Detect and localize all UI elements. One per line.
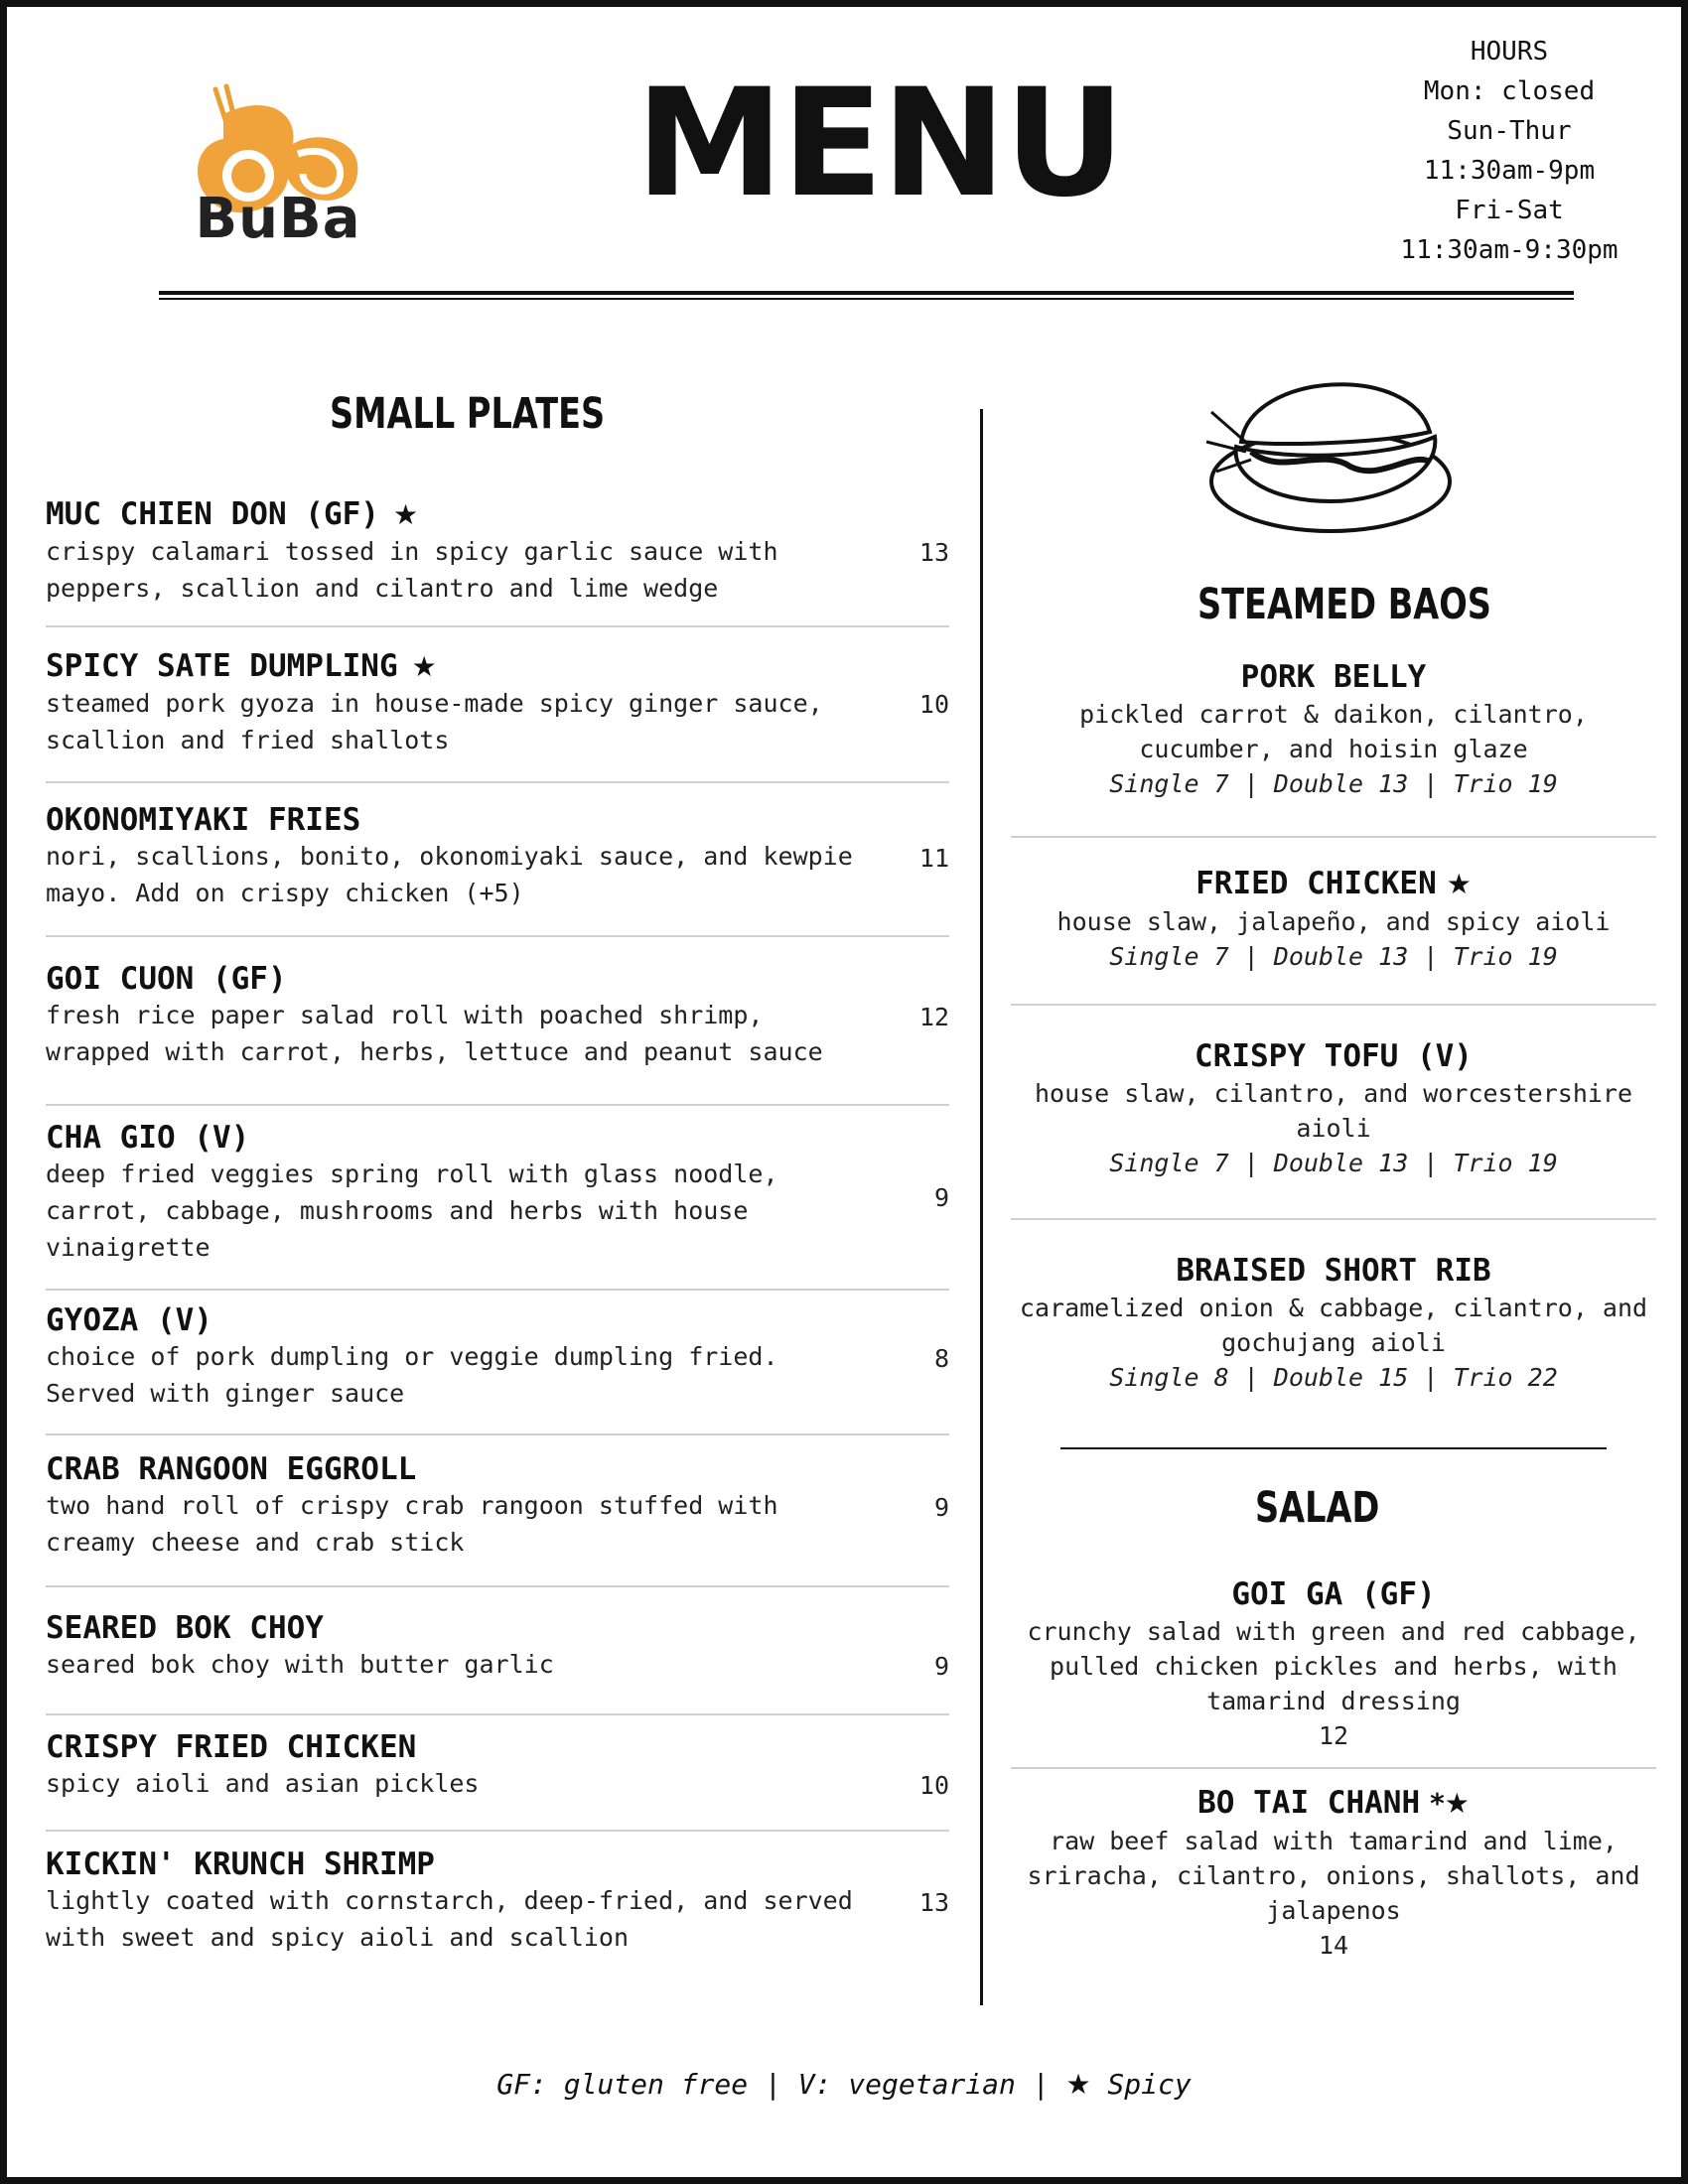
menu-item-name xyxy=(46,802,949,838)
menu-item-name-text: BRAISED SHORT RIB xyxy=(1176,1253,1491,1289)
menu-item-name-text: OKONOMIYAKI FRIES xyxy=(46,802,361,838)
hours-line: 11:30am-9pm xyxy=(1423,156,1596,186)
item-separator xyxy=(1011,1218,1656,1220)
menu-item-price: 11 xyxy=(918,844,949,873)
menu-item-description: house slaw, jalapeño, and spicy aioli xyxy=(1056,907,1611,936)
brand-name: BuBa xyxy=(195,187,361,251)
menu-item-price: 9 xyxy=(933,1183,949,1212)
small-plates-heading: SMALL PLATES xyxy=(330,389,606,439)
menu-item-price: 13 xyxy=(918,1888,949,1917)
spicy-star-icon: ★ xyxy=(411,650,437,683)
menu-item-name xyxy=(46,1729,949,1765)
menu-item xyxy=(46,1120,949,1266)
item-separator xyxy=(46,625,949,627)
menu-item-name xyxy=(46,1120,949,1156)
item-separator xyxy=(1011,1767,1656,1769)
menu-item xyxy=(46,1451,949,1561)
legend-spicy: Spicy xyxy=(1107,2068,1192,2101)
menu-item-name-text: CHA GIO (V) xyxy=(46,1120,250,1156)
page-title: MENU xyxy=(635,58,1124,230)
legend xyxy=(0,2068,1688,2101)
menu-item xyxy=(46,1846,949,1956)
menu-item-name-text: FRIED CHICKEN xyxy=(1196,866,1437,901)
menu-item-name-text: CRISPY TOFU (V) xyxy=(1195,1038,1473,1074)
menu-item xyxy=(46,1302,949,1412)
menu-item-name xyxy=(46,1610,949,1646)
salad-divider xyxy=(1060,1447,1607,1449)
bao-illustration-icon xyxy=(1192,352,1460,541)
item-separator xyxy=(46,1830,949,1832)
menu-item-description: seared bok choy with butter garlic xyxy=(46,1650,554,1679)
item-separator xyxy=(46,1433,949,1435)
menu-item xyxy=(1011,1574,1656,1753)
menu-item-description: house slaw, cilantro, and worcestershire aioli xyxy=(1034,1079,1633,1143)
menu-item-name xyxy=(1011,657,1656,697)
menu-item-name xyxy=(1011,1783,1656,1824)
menu-item-description: fresh rice paper salad roll with poached shrimp, wrapped with carrot, herbs, lettuce and peanut sauce xyxy=(46,1001,823,1066)
menu-item-name-text: KICKIN' KRUNCH SHRIMP xyxy=(46,1846,435,1882)
hours-line: Sun-Thur xyxy=(1447,116,1572,146)
menu-item-price: 10 xyxy=(918,690,949,719)
item-separator xyxy=(46,1585,949,1587)
header-divider xyxy=(159,291,1574,295)
hours-line: 11:30am-9:30pm xyxy=(1400,235,1618,265)
menu-item-description: lightly coated with cornstarch, deep-fried, and served with sweet and spicy aioli and scallion xyxy=(46,1886,853,1952)
menu-item xyxy=(46,1729,949,1802)
menu-item-name xyxy=(1011,1036,1656,1076)
hours-line: Mon: closed xyxy=(1423,76,1596,106)
menu-item-description: spicy aioli and asian pickles xyxy=(46,1769,480,1798)
menu-item xyxy=(1011,1251,1656,1395)
menu-item-price: Single 8 | Double 15 | Trio 22 xyxy=(1109,1363,1558,1392)
menu-item xyxy=(1011,1036,1656,1180)
legend-text: GF: gluten free | V: vegetarian | xyxy=(496,2068,1050,2101)
item-separator xyxy=(46,1713,949,1715)
menu-item-description: caramelized onion & cabbage, cilantro, and gochujang aioli xyxy=(1019,1294,1648,1357)
menu-item-name xyxy=(1011,1251,1656,1291)
menu-item xyxy=(46,1610,949,1683)
menu-item-name xyxy=(46,961,949,997)
menu-item xyxy=(1011,1783,1656,1963)
header-divider xyxy=(159,298,1574,300)
spicy-star-icon: ★ xyxy=(1065,2068,1091,2101)
menu-item-price: 14 xyxy=(1318,1931,1349,1960)
menu-item-description: nori, scallions, bonito, okonomiyaki sauce, and kewpie mayo. Add on crispy chicken (+5) xyxy=(46,842,853,907)
menu-item-name-text: CRAB RANGOON EGGROLL xyxy=(46,1451,417,1487)
menu-item-price: 10 xyxy=(918,1771,949,1800)
menu-item-name xyxy=(46,1846,949,1882)
item-separator xyxy=(46,1289,949,1291)
menu-item-name-text: MUC CHIEN DON (GF) xyxy=(46,496,379,532)
menu-item-name-text: GOI CUON (GF) xyxy=(46,961,287,997)
menu-item-price: 12 xyxy=(918,1003,949,1031)
column-divider xyxy=(980,409,983,2005)
menu-item-name-text: SPICY SATE DUMPLING xyxy=(46,648,398,684)
menu-item-name-text: CRISPY FRIED CHICKEN xyxy=(46,1729,417,1765)
spicy-star-icon: *★ xyxy=(1430,1787,1470,1820)
item-separator xyxy=(46,781,949,783)
menu-item-price: 9 xyxy=(933,1493,949,1522)
menu-item-name xyxy=(46,648,949,685)
item-separator xyxy=(1011,836,1656,838)
menu-item-name xyxy=(1011,864,1656,904)
menu-item-name-text: GOI GA (GF) xyxy=(1231,1576,1436,1612)
menu-item-description: pickled carrot & daikon, cilantro, cucumber, and hoisin glaze xyxy=(1079,700,1588,763)
salad-heading: SALAD xyxy=(1255,1483,1380,1533)
menu-item-name-text: PORK BELLY xyxy=(1240,659,1427,695)
hours-line: Fri-Sat xyxy=(1455,196,1564,225)
item-separator xyxy=(1011,1004,1656,1006)
menu-item-description: raw beef salad with tamarind and lime, sriracha, cilantro, onions, shallots, and jalapenos xyxy=(1027,1827,1640,1925)
menu-item-price: 13 xyxy=(918,538,949,567)
menu-item xyxy=(46,961,949,1070)
hours-block xyxy=(1370,32,1648,270)
menu-item-description: deep fried veggies spring roll with glass noodle, carrot, cabbage, mushrooms and herbs with house vinaigrette xyxy=(46,1160,778,1262)
menu-item-name-text: SEARED BOK CHOY xyxy=(46,1610,324,1646)
hours-label: HOURS xyxy=(1470,37,1549,67)
steamed-baos-heading: STEAMED BAOS xyxy=(1197,580,1491,629)
menu-item-name xyxy=(46,496,949,533)
menu-item xyxy=(46,496,949,607)
menu-item xyxy=(46,802,949,911)
menu-item-description: crunchy salad with green and red cabbage, pulled chicken pickles and herbs, with tamarind dressing xyxy=(1027,1617,1640,1715)
menu-item xyxy=(1011,864,1656,974)
menu-item-price: 12 xyxy=(1318,1721,1349,1750)
menu-item xyxy=(46,648,949,758)
menu-item-name-text: BO TAI CHANH xyxy=(1197,1785,1421,1821)
menu-item-description: crispy calamari tossed in spicy garlic sauce with peppers, scallion and cilantro and lime wedge xyxy=(46,537,778,603)
menu-item-price: Single 7 | Double 13 | Trio 19 xyxy=(1109,942,1558,971)
menu-item-description: choice of pork dumpling or veggie dumpling fried. Served with ginger sauce xyxy=(46,1342,778,1408)
menu-item-name xyxy=(46,1451,949,1487)
menu-item xyxy=(1011,657,1656,801)
menu-item-name xyxy=(1011,1574,1656,1614)
menu-item-price: 9 xyxy=(933,1652,949,1681)
menu-item-description: two hand roll of crispy crab rangoon stuffed with creamy cheese and crab stick xyxy=(46,1491,778,1557)
item-separator xyxy=(46,1104,949,1106)
menu-item-price: 8 xyxy=(933,1344,949,1373)
menu-item-price: Single 7 | Double 13 | Trio 19 xyxy=(1109,1149,1558,1177)
spicy-star-icon: ★ xyxy=(1446,868,1472,900)
item-separator xyxy=(46,935,949,937)
menu-item-name-text: GYOZA (V) xyxy=(46,1302,212,1338)
menu-item-price: Single 7 | Double 13 | Trio 19 xyxy=(1109,769,1558,798)
spicy-star-icon: ★ xyxy=(392,498,419,531)
menu-item-name xyxy=(46,1302,949,1338)
menu-item-description: steamed pork gyoza in house-made spicy ginger sauce, scallion and fried shallots xyxy=(46,689,823,754)
